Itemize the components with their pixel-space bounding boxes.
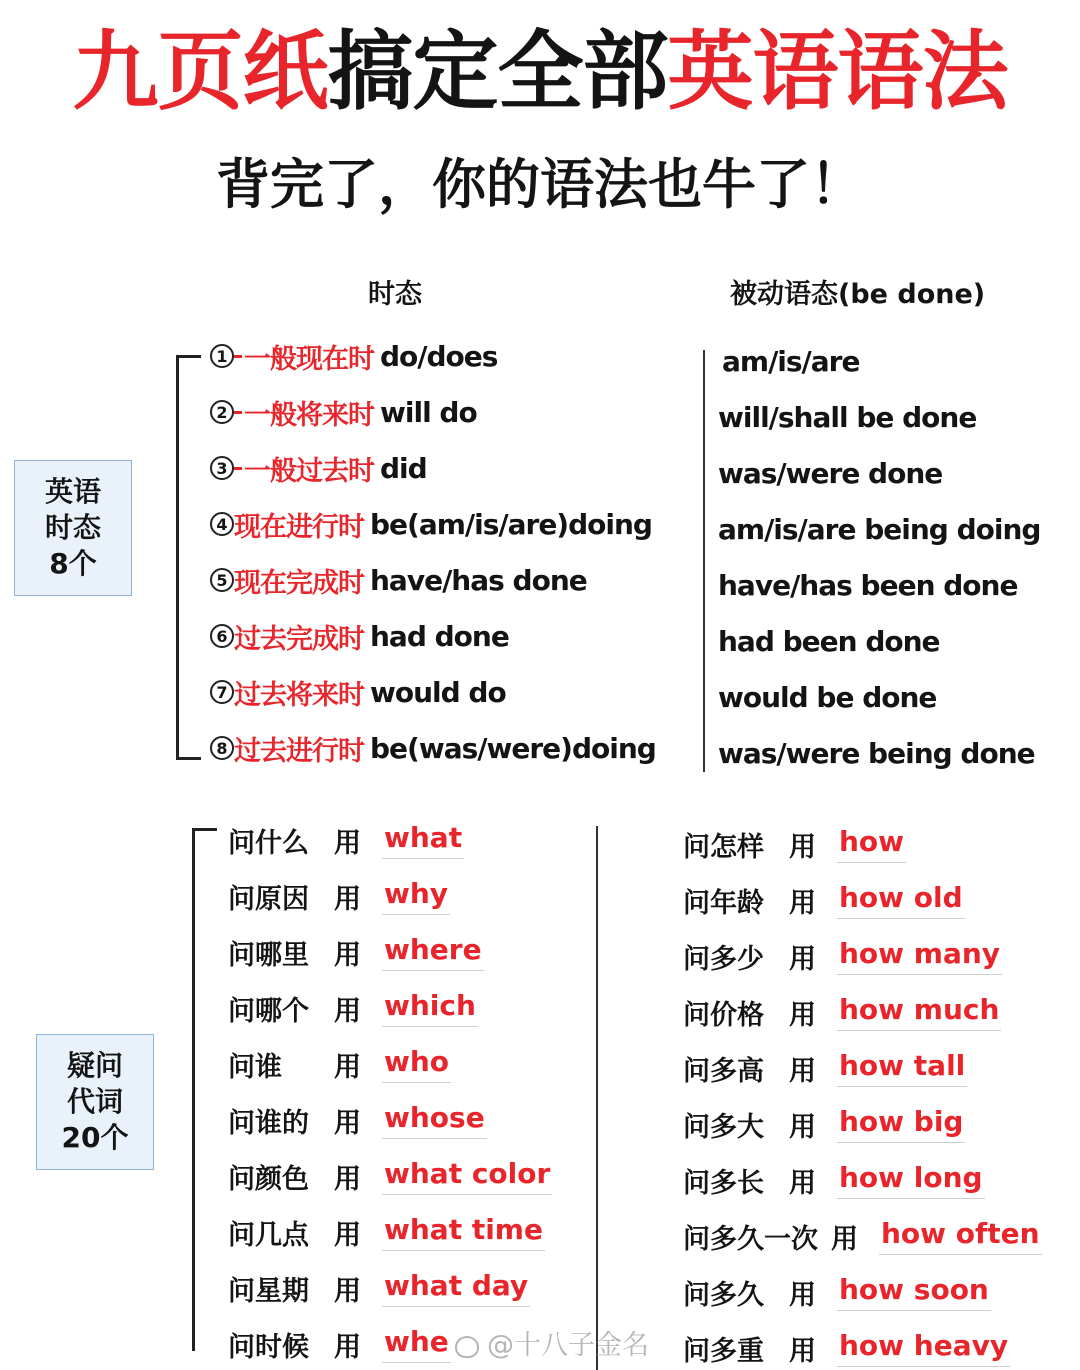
tense-form: be(am/is/are)doing — [370, 507, 652, 541]
question-bracket — [192, 828, 217, 1351]
tense-form: be(was/were)doing — [370, 731, 656, 765]
page-title — [0, 22, 1080, 122]
question-label: 问多少 — [683, 943, 764, 975]
yong-label: 用 — [831, 1223, 858, 1255]
question-divider — [596, 826, 598, 1370]
tense-form: have/has done — [370, 563, 587, 597]
question-word: what day — [382, 1269, 530, 1307]
question-box-line-2: 代词 — [66, 1085, 123, 1118]
yong-label: 用 — [789, 943, 816, 975]
yong-label: 用 — [789, 887, 816, 919]
question-label: 问多重 — [683, 1335, 764, 1367]
question-row-left-6 — [228, 1098, 487, 1142]
tense-form: did — [380, 451, 427, 485]
question-word: how much — [837, 993, 1001, 1031]
question-word: what time — [382, 1213, 545, 1251]
tense-name: 过去将来时 — [234, 679, 364, 711]
question-label: 问怎样 — [683, 831, 764, 863]
title-part3: 英语语法 — [667, 22, 1008, 122]
yong-label: 用 — [334, 827, 361, 859]
tense-header: 时态 — [368, 279, 422, 310]
question-label: 问价格 — [683, 999, 764, 1031]
tense-form: had done — [370, 619, 509, 653]
watermark — [455, 1323, 649, 1362]
question-word: whe — [382, 1325, 451, 1363]
tense-divider — [703, 350, 705, 772]
title-part2: 搞定全部 — [327, 22, 668, 122]
passive-row-4: am/is/are being doing — [718, 512, 1041, 546]
question-row-left-4 — [228, 986, 478, 1030]
question-row-left-10 — [228, 1322, 451, 1366]
passive-row-2: will/shall be done — [718, 400, 977, 434]
tense-name: 一般现在时 — [244, 343, 374, 375]
tense-row-5 — [210, 558, 587, 602]
tense-row-4 — [210, 502, 652, 546]
question-label: 问多大 — [683, 1111, 764, 1143]
question-label: 问颜色 — [228, 1163, 309, 1195]
question-word: how — [837, 825, 906, 863]
passive-row-5: have/has been done — [718, 568, 1018, 602]
question-category-box — [36, 1034, 154, 1170]
tense-form: will do — [380, 395, 477, 429]
tense-bracket — [176, 355, 201, 760]
question-word: how many — [837, 937, 1002, 975]
yong-label: 用 — [789, 1055, 816, 1087]
tense-name: 现在完成时 — [234, 567, 364, 599]
tense-form: do/does — [380, 339, 498, 373]
yong-label: 用 — [334, 1051, 361, 1083]
question-label: 问星期 — [228, 1275, 309, 1307]
yong-label: 用 — [334, 883, 361, 915]
watermark-text: @十八子金名 — [487, 1330, 649, 1361]
question-label: 问多高 — [683, 1055, 764, 1087]
question-row-left-2 — [228, 874, 450, 918]
question-word: which — [382, 989, 478, 1027]
passive-row-1: am/is/are — [722, 344, 860, 378]
question-row-right-3 — [683, 934, 1002, 978]
yong-label: 用 — [789, 831, 816, 863]
question-row-right-7 — [683, 1158, 985, 1202]
tense-name: 过去进行时 — [234, 735, 364, 767]
number-circle: 5 — [210, 568, 234, 592]
number-circle: 7 — [210, 680, 234, 704]
passive-header: 被动语态(be done) — [730, 279, 986, 310]
question-row-left-8 — [228, 1210, 545, 1254]
question-label: 问谁的 — [228, 1107, 309, 1139]
yong-label: 用 — [789, 1111, 816, 1143]
weibo-icon — [455, 1336, 479, 1358]
passive-row-7: would be done — [718, 680, 937, 714]
question-word: how often — [879, 1217, 1042, 1255]
question-label: 问多久一次 — [683, 1223, 818, 1255]
tense-row-1 — [210, 334, 497, 378]
yong-label: 用 — [334, 1107, 361, 1139]
tense-box-line-3: 8个 — [49, 547, 97, 580]
page-subtitle: 背完了，你的语法也牛了！ — [216, 153, 864, 216]
question-label: 问多长 — [683, 1167, 764, 1199]
question-word: who — [382, 1045, 451, 1083]
question-label: 问几点 — [228, 1219, 309, 1251]
question-label: 问年龄 — [683, 887, 764, 919]
tense-name: 一般将来时 — [244, 399, 374, 431]
number-circle: 4 — [210, 512, 234, 536]
question-word: where — [382, 933, 484, 971]
tense-row-8 — [210, 726, 656, 770]
tense-name: 一般过去时 — [244, 455, 374, 487]
question-label: 问谁 — [228, 1051, 282, 1083]
tense-form: would do — [370, 675, 506, 709]
question-row-right-6 — [683, 1102, 965, 1146]
question-row-right-4 — [683, 990, 1001, 1034]
tense-name: 过去完成时 — [234, 623, 364, 655]
tense-category-box — [14, 460, 132, 596]
question-label: 问多久 — [683, 1279, 764, 1311]
question-row-right-2 — [683, 878, 965, 922]
yong-label: 用 — [789, 1167, 816, 1199]
question-row-left-5 — [228, 1042, 451, 1086]
number-circle: 8 — [210, 736, 234, 760]
question-row-right-5 — [683, 1046, 967, 1090]
passive-row-6: had been done — [718, 624, 940, 658]
number-circle: 6 — [210, 624, 234, 648]
question-label: 问原因 — [228, 883, 309, 915]
question-word: how old — [837, 881, 965, 919]
passive-row-8: was/were being done — [718, 736, 1035, 770]
title-part1: 九页纸 — [72, 22, 328, 122]
yong-label: 用 — [334, 1163, 361, 1195]
number-circle: 3 — [210, 456, 234, 480]
yong-label: 用 — [789, 999, 816, 1031]
tense-box-line-2: 时态 — [44, 511, 101, 544]
question-word: how soon — [837, 1273, 991, 1311]
tense-name: 现在进行时 — [234, 511, 364, 543]
tense-row-6 — [210, 614, 509, 658]
dash-mark — [234, 355, 242, 358]
yong-label: 用 — [334, 939, 361, 971]
number-circle: 1 — [210, 344, 234, 368]
yong-label: 用 — [334, 1275, 361, 1307]
question-row-right-9 — [683, 1270, 991, 1314]
yong-label: 用 — [334, 1331, 361, 1363]
yong-label: 用 — [334, 1219, 361, 1251]
question-row-right-1 — [683, 822, 906, 866]
question-word: whose — [382, 1101, 487, 1139]
question-label: 问哪个 — [228, 995, 309, 1027]
question-box-line-3: 20个 — [61, 1121, 129, 1154]
yong-label: 用 — [789, 1279, 816, 1311]
question-row-right-10 — [683, 1326, 1010, 1370]
question-word: what — [382, 821, 464, 859]
question-word: what color — [382, 1157, 552, 1195]
yong-label: 用 — [789, 1335, 816, 1367]
dash-mark — [234, 467, 242, 470]
question-row-left-3 — [228, 930, 484, 974]
tense-box-line-1: 英语 — [44, 475, 101, 508]
passive-row-3: was/were done — [718, 456, 943, 490]
question-word: how long — [837, 1161, 985, 1199]
question-label: 问哪里 — [228, 939, 309, 971]
question-row-right-8 — [683, 1214, 1042, 1258]
question-row-left-7 — [228, 1154, 552, 1198]
question-row-left-1 — [228, 818, 464, 862]
number-circle: 2 — [210, 400, 234, 424]
question-word: how big — [837, 1105, 965, 1143]
question-label: 问什么 — [228, 827, 309, 859]
question-word: how tall — [837, 1049, 967, 1087]
dash-mark — [234, 411, 242, 414]
question-box-line-1: 疑问 — [66, 1049, 123, 1082]
tense-row-3 — [210, 446, 427, 490]
question-row-left-9 — [228, 1266, 530, 1310]
question-word: why — [382, 877, 450, 915]
question-word: how heavy — [837, 1329, 1010, 1367]
question-label: 问时候 — [228, 1331, 309, 1363]
yong-label: 用 — [334, 995, 361, 1027]
tense-row-7 — [210, 670, 506, 714]
tense-row-2 — [210, 390, 477, 434]
